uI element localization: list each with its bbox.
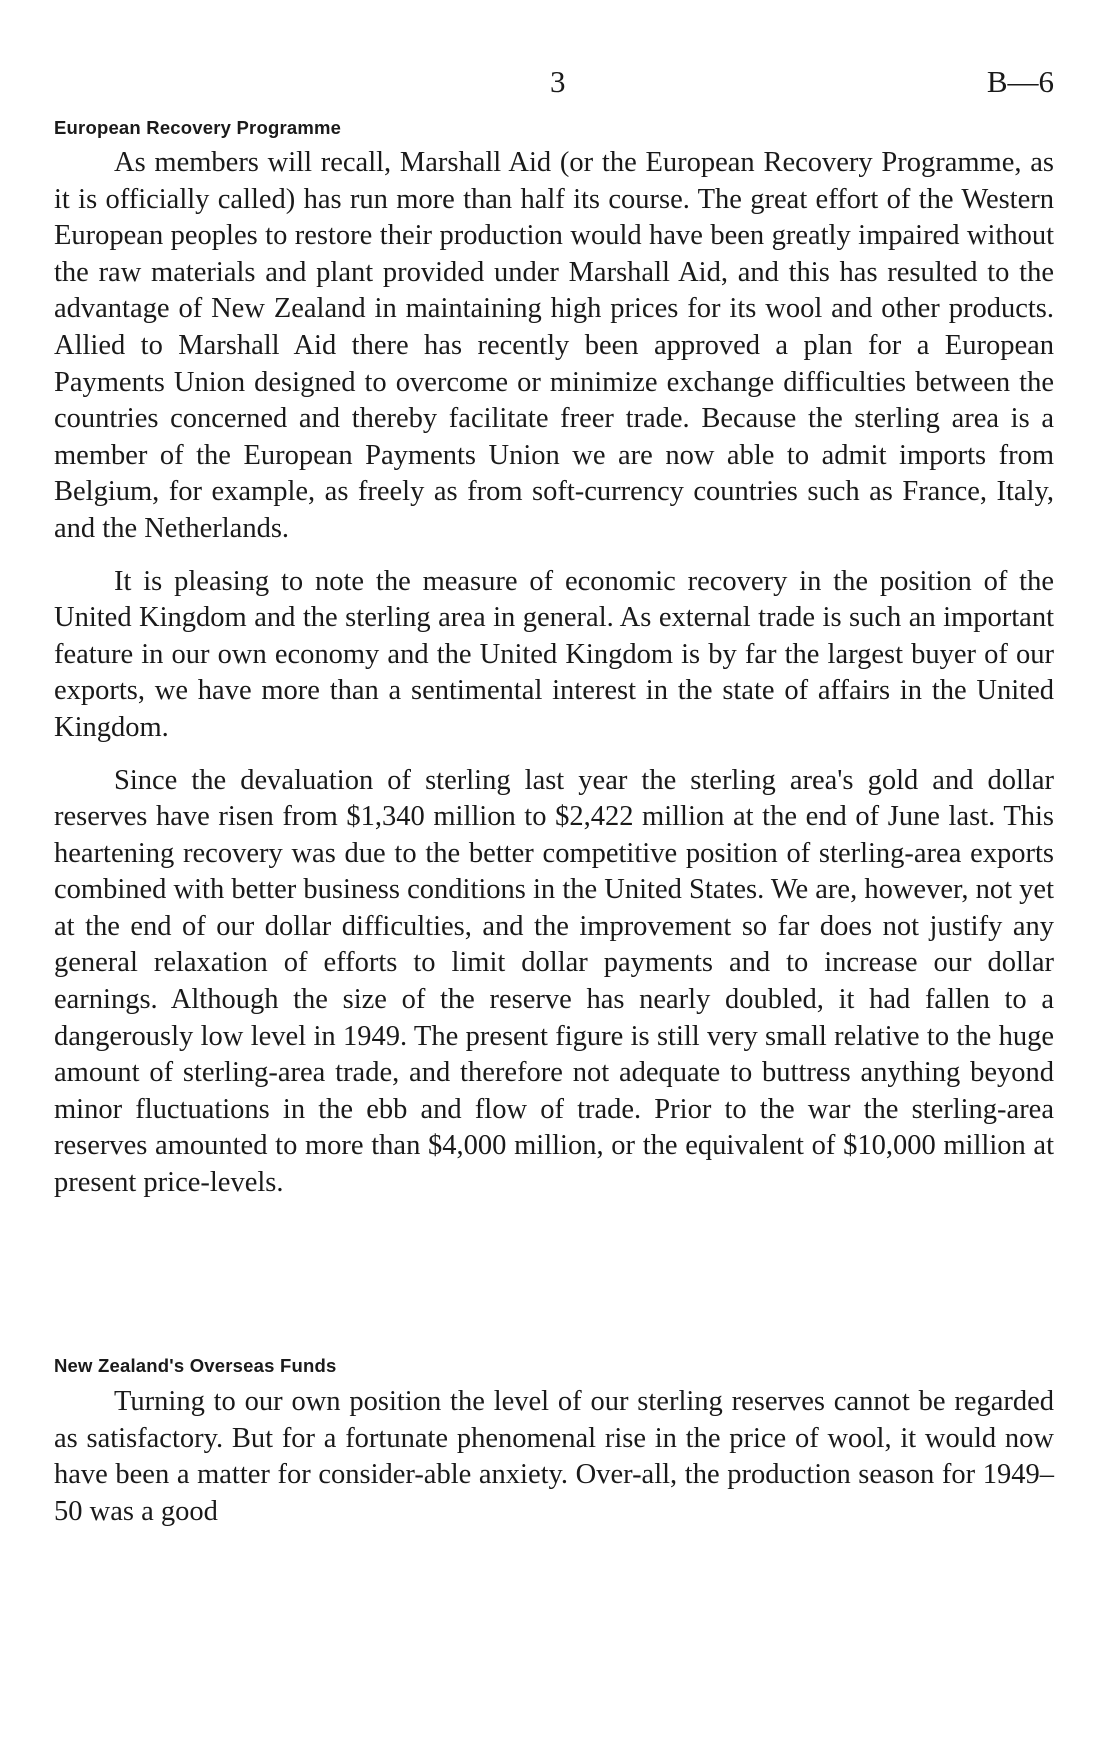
page-header (54, 64, 1054, 104)
section-heading-european-recovery: European Recovery Programme (54, 117, 342, 138)
section-heading-overseas-funds: New Zealand's Overseas Funds (54, 1355, 337, 1376)
section-overseas-funds (54, 1384, 1054, 1530)
section-european-recovery (54, 145, 1054, 1202)
paragraph-economic-recovery: It is pleasing to note the measure of economic recovery in the position of the United Kingdom and the sterling area in general. As external trade is such an important feature in our own economy and the United Kingdom is by far the largest buyer of our exports, we have more than a sentimental interest in the state of affairs in the United Kingdom. (54, 565, 1054, 743)
page-number: 3 (550, 64, 566, 99)
paragraph-own-position: Turning to our own position the level of our sterling reserves cannot be regarded as satisfactory. But for a fortunate phenomenal rise in the price of wool, it would now have been a matter for consider-able anxiety. Over-all, the production season for 1949–50 was a good (54, 1386, 1054, 1527)
document-reference: B—6 (986, 64, 1054, 99)
paragraph-sterling-reserves: Since the devaluation of sterling last year the sterling area's gold and dollar reserves have risen from $1,340 million to $2,422 million at the end of June last. This heartening recovery was due to the better competitive position of sterling-area exports combined with better business conditions in the United States. We are, however, not yet at the end of our dollar difficulties, and the improvement so far does not justify any general relaxation of efforts to limit dollar payments and to increase our dollar earnings. Although the size of the reserve has nearly doubled, it had fallen to a dangerously low level in 1949. The present figure is still very small relative to the huge amount of sterling-area trade, and therefore not adequate to buttress anything beyond minor fluctuations in the ebb and flow of trade. Prior to the war the sterling-area reserves amounted to more than $4,000 million, or the equivalent of $10,000 million at present price-levels. (54, 764, 1054, 1199)
paragraph-marshall-aid: As members will recall, Marshall Aid (or the European Recovery Programme, as it is officially called) has run more than half its course. The great effort of the Western European peoples to restore their production would have been greatly impaired without the raw materials and plant provided under Marshall Aid, and this has resulted to the advantage of New Zealand in maintaining high prices for its wool and other products. Allied to Marshall Aid there has recently been approved a plan for a European Payments Union designed to overcome or minimize exchange difficulties between the countries concerned and thereby facilitate freer trade. Because the sterling area is a member of the European Payments Union we are now able to admit imports from Belgium, for example, as freely as from soft-currency countries such as France, Italy, and the Netherlands. (54, 147, 1054, 544)
